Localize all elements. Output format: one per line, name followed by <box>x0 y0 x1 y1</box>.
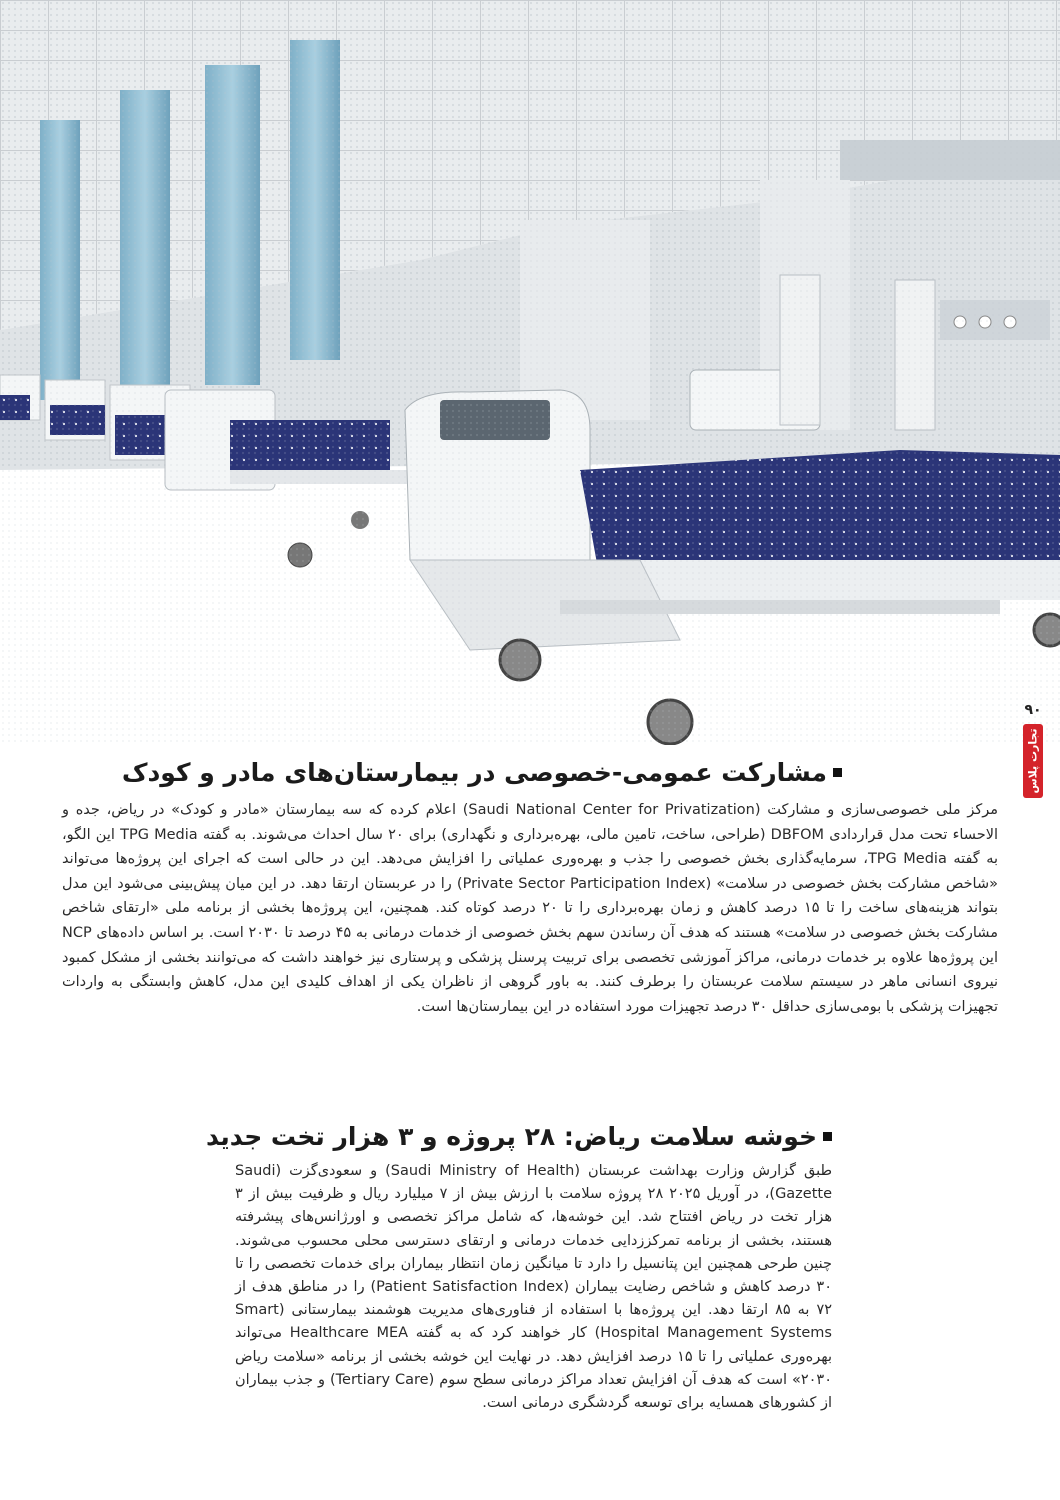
magazine-logo-text: تجارت پلاس <box>1026 728 1040 794</box>
section1-body: مرکز ملی خصوصی‌سازی و مشارکت (Saudi National Center for Privatization) اعلام کرده که سه بیمارستان «مادر و کودک» در ریاض، جده و الاحساء تحت مدل قراردادی DBFOM (طراحی، ساخت، تامین مالی، بهره‌برداری و نگهداری) برای ۲۰ سال احداث می‌شوند. به گفته TPG Media این الگو، به گفته TPG Media، سرمایه‌گذاری بخش خصوصی را جذب و بهره‌وری عملیاتی را افزایش می‌دهد. این در حالی است که اجرای این پروژه‌ها می‌تواند «شاخص مشارکت بخش خصوصی در سلامت» (Private Sector Participation Index) را در عربستان ارتقا دهد. در این میان پیش‌بینی می‌شود این مدل بتواند هزینه‌های ساخت را تا ۱۵ درصد کاهش و زمان بهره‌برداری را تا ۲۰ درصد کوتاه کند. همچنین، این پروژه‌ها بخشی از برنامه ملی «ارتقای شاخص مشارکت بخش خصوصی در سلامت» هستند که هدف آن رساندن سهم بخش خصوصی از خدمات درمانی به ۴۵ درصد تا ۲۰۳۰ است. بر اساس داده‌های NCP این پروژه‌ها علاوه بر خدمات درمانی، مراکز آموزشی تخصصی برای تربیت پرسنل پزشکی و پرستاری نیز خواهند داشت که می‌توانند بخشی از مشکل کمبود نیروی انسانی ماهر در سیستم سلامت عربستان را برطرف کنند. به باور گروهی از ناظران یکی از اهداف کلیدی این مدل، کاهش وابستگی به واردات تجهیزات پزشکی با بومی‌سازی حداقل ۳۰ درصد تجهیزات مورد استفاده در این بیمارستان‌ها است. <box>62 802 999 1015</box>
page-number: ۹۰ <box>1024 702 1042 718</box>
section1-heading-text: مشارکت عمومی-خصوصی در بیمارستان‌های مادر و کودک <box>121 758 827 787</box>
section2-heading-text: خوشه سلامت ریاض: ۲۸ پروژه و ۳ هزار تخت جدید <box>205 1122 817 1151</box>
magazine-logo <box>1023 724 1043 798</box>
section1-heading <box>122 758 842 787</box>
heading-bullet-icon <box>823 1132 832 1141</box>
section2-body: طبق گزارش وزارت بهداشت عربستان (Saudi Ministry of Health) و سعودی‌گزت (Saudi Gazette)، در آوریل ۲۰۲۵ ۲۸ پروژه سلامت با ارزش بیش از ۷ میلیارد ریال و ظرفیت بیش از ۳ هزار تخت در ریاض افتتاح شد. این خوشه‌ها، که شامل مراکز تخصصی و اورژانس‌های پیشرفته هستند، بخشی از برنامه تمرکززدایی خدمات درمانی و ارتقای دسترسی محلی محسوب می‌شوند. چنین طرحی همچنین این پتانسیل را دارد تا میانگین زمان انتظار بیماران برای خدمات تخصصی را تا ۳۰ درصد کاهش و شاخص رضایت بیماران (Patient Satisfaction Index) را در مناطق هدف از ۷۲ به ۸۵ ارتقا دهد. این پروژه‌ها با استفاده از فناوری‌های مدیریت هوشمند بیمارستانی (Smart Hospital Management Systems) کار خواهند کرد که به گفته Healthcare MEA می‌تواند بهره‌وری عملیاتی را تا ۱۵ درصد افزایش دهد. در نهایت این خوشه بخشی از برنامه «سلامت ریاض ۲۰۳۰» است که هدف آن افزایش تعداد مراکز درمانی سطح سوم (Tertiary Care) و جذب بیماران از کشورهای همسایه برای توسعه گردشگری درمانی است. <box>235 1163 833 1412</box>
section2-heading <box>206 1122 832 1151</box>
heading-bullet-icon <box>833 768 842 777</box>
page-marker <box>1016 702 1052 798</box>
hospital-ward-photo <box>0 0 1060 745</box>
